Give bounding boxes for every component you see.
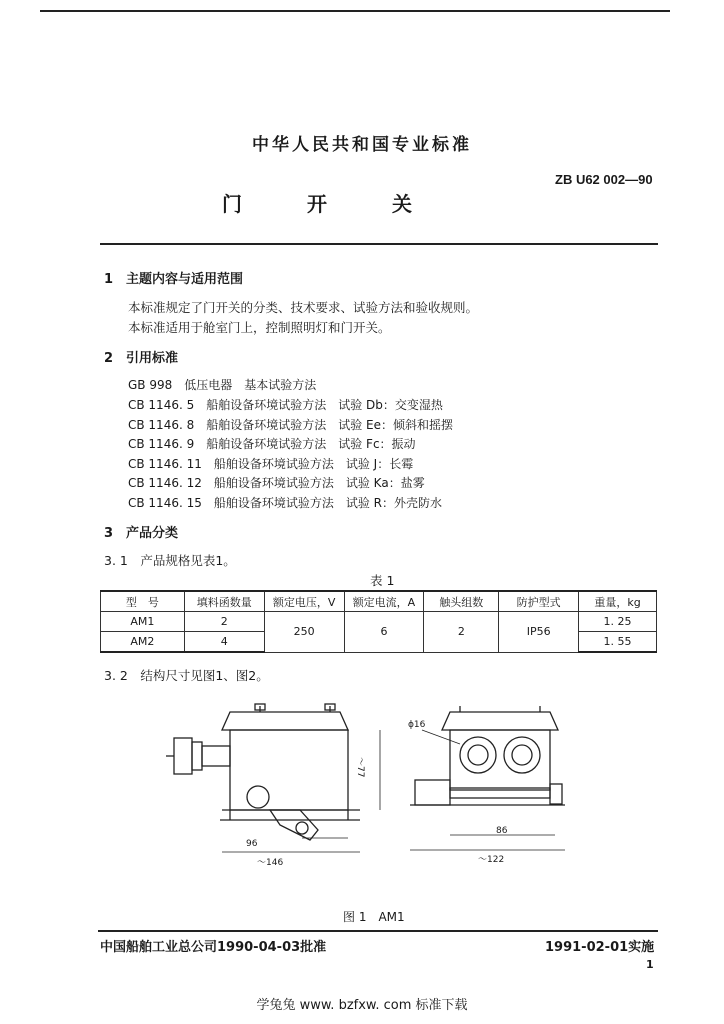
doc-title-char-3: 关: [392, 192, 412, 216]
dim-122: ～122: [478, 855, 505, 865]
table-caption: 表 1: [370, 573, 395, 588]
spec-table: [100, 590, 657, 653]
cell-protection: IP56: [499, 612, 579, 653]
col-header-glands: 填料函数量: [184, 591, 264, 612]
cell-glands: 2: [184, 612, 264, 632]
cell-weight: 1. 25: [579, 612, 657, 632]
col-header-contacts: 触头组数: [424, 591, 499, 612]
cell-model: AM1: [101, 612, 185, 632]
dim-phi16: ϕ16: [408, 720, 426, 730]
section-2-heading: 2 引用标准: [104, 351, 179, 366]
section-1-paragraph-1: 本标准规定了门开关的分类、技术要求、试验方法和验收规则。: [128, 300, 479, 315]
reference-item: CB 1146. 15 船舶设备环境试验方法 试验 R：外壳防水: [128, 496, 443, 510]
section-1-heading: 1 主题内容与适用范围: [104, 272, 244, 287]
reference-item: CB 1146. 8 船舶设备环境试验方法 试验 Ee：倾斜和摇摆: [128, 418, 454, 432]
reference-item: CB 1146. 12 船舶设备环境试验方法 试验 Ka：盐雾: [128, 476, 425, 490]
cell-glands: 4: [184, 632, 264, 653]
watermark-link[interactable]: 学兔兔 www. bzfxw. com 标准下载: [256, 998, 468, 1013]
reference-item: CB 1146. 9 船舶设备环境试验方法 试验 Fc：振动: [128, 437, 416, 451]
col-header-weight: 重量，kg: [579, 591, 657, 612]
dim-86: 86: [496, 826, 508, 836]
figure-caption: 图 1 AM1: [343, 910, 405, 924]
dim-146: ～146: [257, 858, 284, 868]
doc-title-char-1: 门: [222, 192, 242, 216]
doc-title-char-2: 开: [307, 192, 327, 216]
standard-category-title: 中华人民共和国专业标准: [252, 135, 472, 155]
effective-date: 1991-02-01实施: [545, 940, 655, 955]
dim-96: 96: [246, 839, 258, 849]
top-rule: [40, 10, 670, 12]
standard-code: ZB U62 002—90: [555, 172, 653, 187]
col-header-protection: 防护型式: [499, 591, 579, 612]
col-header-current: 额定电流，A: [344, 591, 424, 612]
reference-item: CB 1146. 5 船舶设备环境试验方法 试验 Db：交变湿热: [128, 398, 443, 412]
section-1-paragraph-2: 本标准适用于舱室门上，控制照明灯和门开关。: [128, 320, 391, 335]
cell-weight: 1. 55: [579, 632, 657, 653]
am1-side-view: [166, 704, 380, 852]
header-rule: [100, 243, 658, 245]
cell-contacts: 2: [424, 612, 499, 653]
am1-front-view: [410, 706, 565, 850]
reference-item: GB 998 低压电器 基本试验方法: [128, 378, 317, 392]
table-header-row: [101, 591, 657, 612]
figure-1-drawing: [160, 700, 580, 875]
approval-info: 中国船舶工业总公司1990-04-03批准: [100, 940, 327, 955]
cell-current: 6: [344, 612, 424, 653]
col-header-voltage: 额定电压，V: [264, 591, 344, 612]
col-header-model: 型 号: [101, 591, 185, 612]
reference-item: CB 1146. 11 船舶设备环境试验方法 试验 J：长霉: [128, 457, 414, 471]
page-number: 1: [646, 958, 654, 971]
table-row: [101, 612, 657, 632]
footer-rule: [98, 930, 658, 932]
dim-77: ～77: [355, 757, 365, 778]
section-3-1-text: 3. 1 产品规格见表1。: [104, 553, 236, 568]
section-3-heading: 3 产品分类: [104, 526, 179, 541]
cell-model: AM2: [101, 632, 185, 653]
cell-voltage: 250: [264, 612, 344, 653]
section-3-2-text: 3. 2 结构尺寸见图1、图2。: [104, 668, 269, 683]
